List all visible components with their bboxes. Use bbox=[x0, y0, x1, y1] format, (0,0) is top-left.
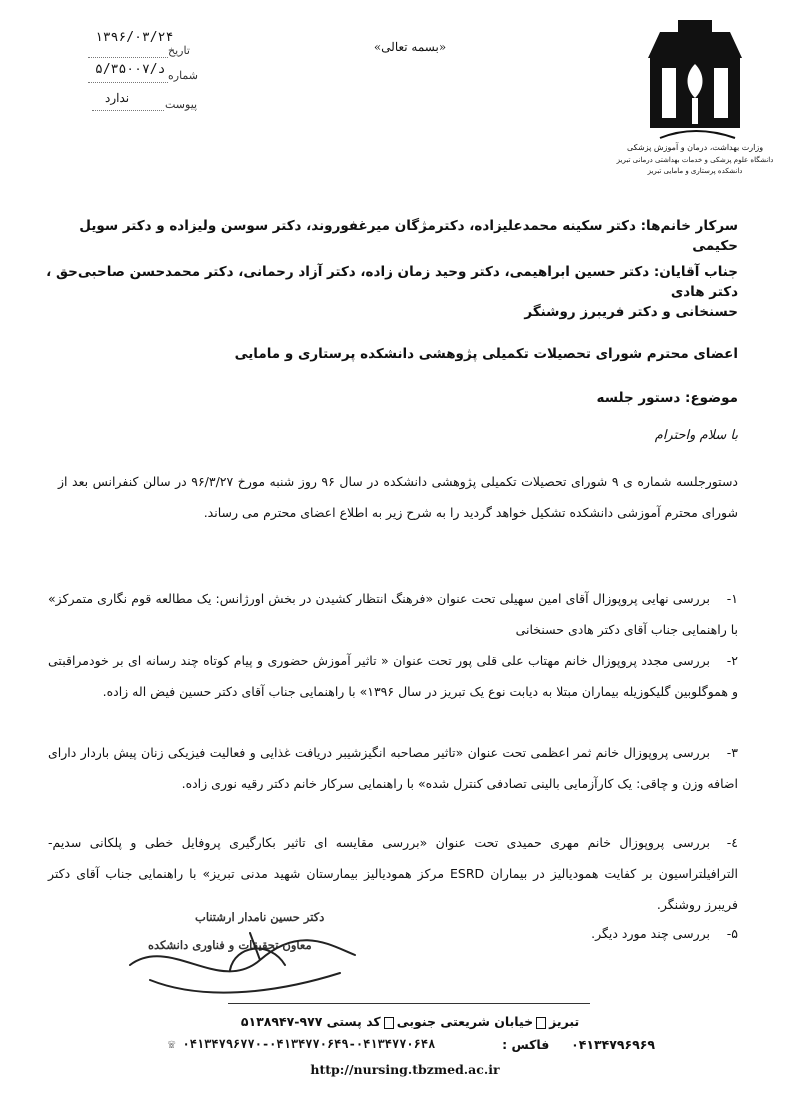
agenda-item-text: بررسی نهایی پروپوزال آقای امین سهیلی تحت عنوان «فرهنگ انتظار کشیدن در بخش اورژانس: یک مطالعه قوم نگاری متمرکز» با راهنمایی جناب آقای دکتر هادی حسنخانی bbox=[48, 591, 738, 637]
separator-box-icon bbox=[384, 1017, 394, 1029]
agenda-item-number: ۳- bbox=[726, 745, 738, 760]
letter-date-label: تاریخ bbox=[168, 44, 190, 57]
letter-subject: موضوع: دستور جلسه bbox=[596, 390, 738, 406]
footer-divider bbox=[228, 1003, 590, 1004]
agenda-item-text: بررسی پروپوزال خانم ثمر اعظمی تحت عنوان «تاثیر مصاحبه انگیزشیبر دریافت غذایی و فعالیت فیزیکی زنان پیش باردار دارای اضافه وزن و چاقی: یک کارآزمایی بالینی تصادفی کنترل شده» با راهنمایی سرکار خانم دکتر رقیه نوری زاده. bbox=[48, 745, 738, 791]
logo-text-3: دانشکده پرستاری و مامایی تبریز bbox=[647, 167, 743, 175]
attachment-label: پیوست bbox=[165, 98, 198, 111]
footer-fax bbox=[445, 1037, 655, 1052]
addressee-women: سرکار خانم‌ها: دکتر سکینه محمدعلیزاده، دکترمژگان میرغفوروند، دکتر سوسن ولیزاده و دکتر سویل حکیمی bbox=[79, 218, 738, 254]
agenda-item-text: بررسی چند مورد دیگر. bbox=[591, 926, 710, 941]
agenda-item-4 bbox=[48, 827, 738, 920]
footer-postal-code: کد پستی ۹۷۷-۵۱۳۸۹۴۷ bbox=[240, 1014, 381, 1029]
addressee-men: جناب آقایان: دکتر حسین ابراهیمی، دکتر وحید زمان زاده، دکتر آزاد رحمانی، دکتر محمدحسن صاحبی‌حق ، دکتر هادی bbox=[46, 264, 738, 300]
agenda-item-text: بررسی پروپوزال خانم مهری حمیدی تحت عنوان «بررسی مقایسه ای تاثیر بکارگیری پروفایل خطی و پلکانی سدیم- الترافیلتراسیون بر کفایت همودیالیز در بیماران ESRD مرکز همودیالیز بیمارستان شهید مدنی تبریز» با راهنمایی جناب آقای دکتر فریبرز روشنگر. bbox=[48, 835, 738, 912]
university-logo bbox=[616, 18, 774, 178]
agenda-item-3 bbox=[48, 737, 738, 799]
handwritten-signature bbox=[110, 925, 370, 1005]
footer-address bbox=[235, 1014, 585, 1029]
date-dotted-line bbox=[88, 57, 168, 58]
agenda-item-text: بررسی مجدد پروپوزال خانم مهتاب علی قلی پور تحت عنوان « تاثیر آموزش حضوری و پیام کوتاه چند رسانه ای بر خودمراقبتی و هموگلوبین گلیکوزیله بیماران مبتلا به دیابت نوع یک تبریز در سال ۱۳۹۶» با راهنمایی جناب آقای دکتر حسین فیض اله زاده. bbox=[48, 653, 738, 699]
signatory-title: معاون تحقیقات و فناوری دانشکده bbox=[148, 938, 312, 952]
logo-text-1: وزارت بهداشت، درمان و آموزش پزشکی bbox=[626, 143, 764, 152]
letter-number-label: شماره bbox=[168, 69, 199, 82]
separator-box-icon bbox=[536, 1017, 546, 1029]
addressee-men-continued: حسنخانی و دکتر فریبرز روشنگر bbox=[524, 304, 738, 320]
footer-website[interactable]: http://nursing.tbzmed.ac.ir bbox=[310, 1062, 500, 1077]
phone-icon: ☏ bbox=[168, 1037, 176, 1051]
attachment-value: ندارد bbox=[105, 91, 130, 105]
fax-value: ۰۴۱۳۴۷۹۶۹۶۹ bbox=[571, 1037, 655, 1052]
number-dotted-line bbox=[88, 82, 168, 83]
intro-paragraph: دستورجلسه شماره ی ۹ شورای تحصیلات تکمیلی پژوهشی دانشکده در سال ۹۶ روز شنبه مورخ ۹۶/۳/۲۷ در سالن کنفرانس بعد از شورای محترم آموزشی دانشکده تشکیل خواهد گردید را به شرح زیر به اطلاع اعضای محترم می رساند. bbox=[58, 474, 738, 520]
attachment-dotted-line bbox=[92, 110, 164, 111]
letter-number-value: ۵/د/۳۵۰۰۷ bbox=[95, 62, 166, 77]
bismillah-heading: «بسمه تعالی» bbox=[373, 40, 447, 54]
footer-phone-numbers: ۰۴۱۳۴۷۹۶۷۷۰-۰۴۱۳۴۷۷۰۶۴۹-۰۴۱۳۴۷۷۰۶۴۸ bbox=[182, 1037, 436, 1051]
greeting: با سلام واحترام bbox=[654, 428, 738, 443]
footer-phones bbox=[168, 1037, 438, 1051]
footer-city: تبریز bbox=[549, 1014, 580, 1029]
agenda-item-number: ۱- bbox=[726, 591, 738, 606]
agenda-item-1 bbox=[48, 583, 738, 645]
agenda-item-2 bbox=[48, 645, 738, 707]
footer-street: خیابان شریعتی جنوبی bbox=[396, 1014, 534, 1029]
letter-date-value: ۱۳۹۶/۰۳/۲۴ bbox=[95, 30, 174, 45]
agenda-item-number: ٤- bbox=[726, 835, 738, 850]
addressee-council: اعضای محترم شورای تحصیلات تکمیلی پژوهشی دانشکده پرستاری و مامایی bbox=[234, 346, 738, 362]
logo-text-2: دانشگاه علوم پزشکی و خدمات بهداشتی درمانی تبریز bbox=[616, 156, 774, 164]
agenda-item-number: ۵- bbox=[726, 926, 738, 941]
fax-label: فاکس : bbox=[502, 1037, 550, 1052]
agenda-item-number: ۲- bbox=[726, 653, 738, 668]
signatory-name: دکتر حسین نامدار ارشتناب bbox=[195, 910, 325, 924]
